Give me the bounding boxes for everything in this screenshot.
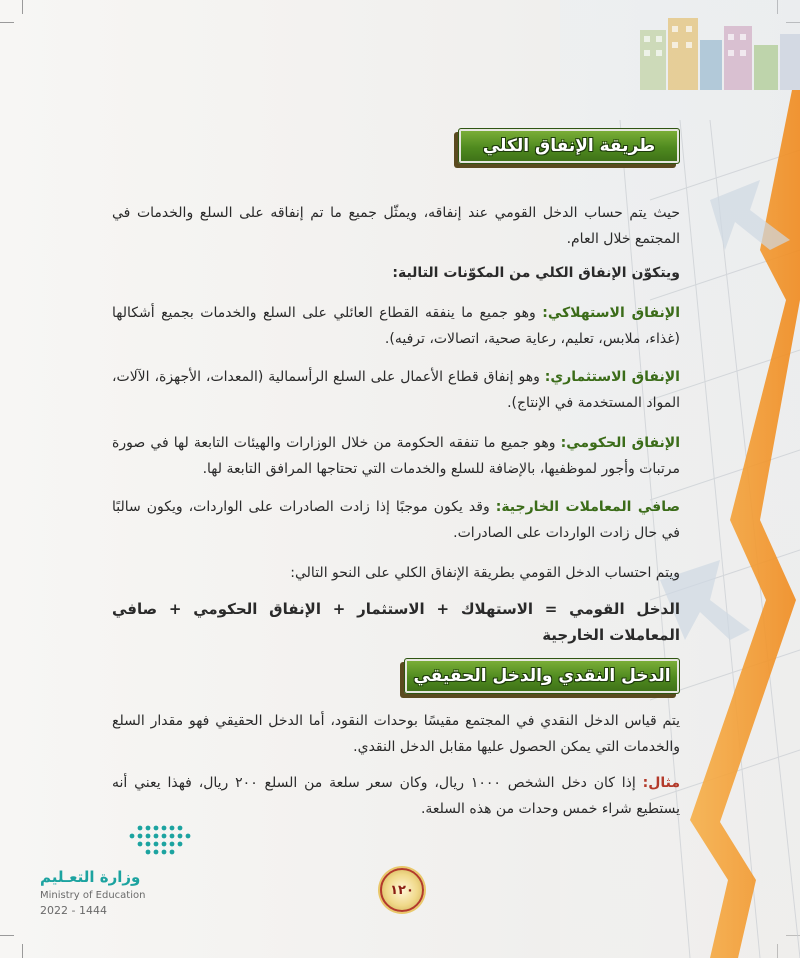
term-investment: الإنفاق الاستثماري: xyxy=(544,369,680,385)
definition-net-exports: وقد يكون موجبًا إذا زادت الصادرات على الواردات، ويكون سالبًا في حال زادت الواردات على الصادرات. xyxy=(112,499,680,541)
crop-mark xyxy=(22,0,23,14)
definition-consumption: وهو جميع ما ينفقه القطاع العائلي على السلع والخدمات بجميع أشكالها (غذاء، ملابس، تعليم، رعاية صحية، اتصالات، ترفيه). xyxy=(112,305,680,347)
section-heading-text: الدخل النقدي والدخل الحقيقي xyxy=(413,666,671,686)
paragraph-nominal-real: يتم قياس الدخل النقدي في المجتمع مقيسًا بوحدات النقود، أما الدخل الحقيقي فهو مقدار السلع والخدمات التي يمكن الحصول عليها مقابل الدخل النقدي. xyxy=(112,713,680,755)
calc-intro: ويتم احتساب الدخل القومي بطريقة الإنفاق الكلي على النحو التالي: xyxy=(290,565,680,581)
example-paragraph xyxy=(112,770,680,822)
list-item-investment xyxy=(112,364,680,416)
ministry-logo-icon xyxy=(70,820,220,860)
section-heading-nominal-real xyxy=(404,658,680,694)
income-formula: الدخل القومي = الاستهلاك + الاستثمار + الإنفاق الحكومي + صافي المعاملات الخارجية xyxy=(112,600,680,644)
example-label: مثال: xyxy=(642,775,680,791)
section-heading-text: طريقة الإنفاق الكلي xyxy=(482,136,656,156)
components-intro: ويتكوّن الإنفاق الكلي من المكوّنات التالية: xyxy=(392,265,680,281)
definition-investment: وهو إنفاق قطاع الأعمال على السلع الرأسمالية (المعدات، الأجهزة، الآلات، المواد المستخدمة في الإنتاج). xyxy=(112,369,680,411)
crop-mark xyxy=(0,22,14,23)
crop-mark xyxy=(22,944,23,958)
page-number: ١٢٠ xyxy=(380,868,424,912)
term-net-exports: صافي المعاملات الخارجية: xyxy=(495,499,681,515)
section-heading-total-expenditure xyxy=(458,128,680,164)
term-government: الإنفاق الحكومي: xyxy=(560,435,681,451)
definition-government: وهو جميع ما تنفقه الحكومة من خلال الوزارات والهيئات التابعة لها في صورة مرتبات وأجور لموظفيها، بالإضافة للسلع والخدمات التي تحتاجها المرافق التابعة لها. xyxy=(112,435,680,477)
ministry-name-en: Ministry of Education xyxy=(40,890,146,901)
list-item-government xyxy=(112,430,680,482)
term-consumption: الإنفاق الاستهلاكي: xyxy=(542,305,680,321)
list-item-net-exports xyxy=(112,494,680,546)
list-item-consumption xyxy=(112,300,680,352)
example-text: إذا كان دخل الشخص ١٠٠٠ ريال، وكان سعر سلعة من السلع ٢٠٠ ريال، فهذا يعني أنه يستطيع شراء خمس وحدات من هذه السلعة. xyxy=(112,775,680,817)
ministry-name-ar: وزارة التعـليم xyxy=(40,868,141,886)
crop-mark xyxy=(0,935,14,936)
ministry-logo xyxy=(40,820,210,920)
paragraph-intro: حيث يتم حساب الدخل القومي عند إنفاقه، ويمثّل جميع ما تم إنفاقه على السلع والخدمات في المجتمع خلال العام. xyxy=(112,205,680,247)
edition-year: 2022 - 1444 xyxy=(40,904,107,917)
